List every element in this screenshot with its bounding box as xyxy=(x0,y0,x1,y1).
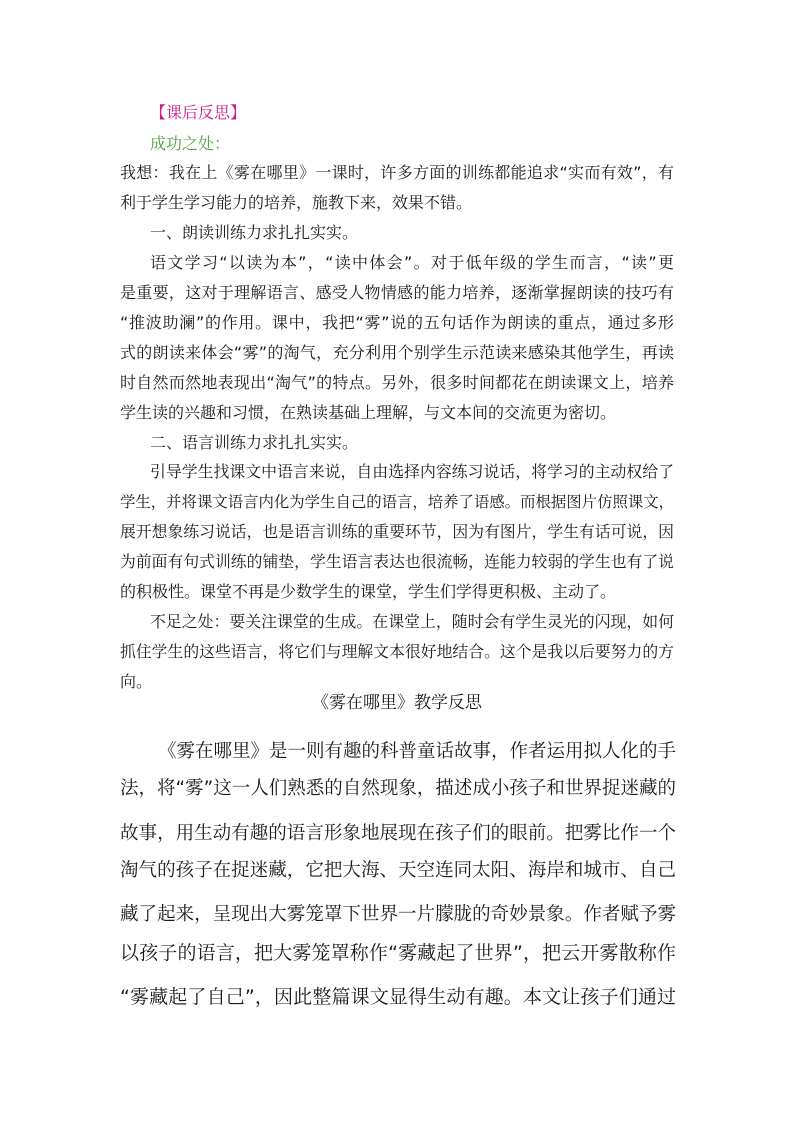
paragraph-line: 时自然而然地表现出“淘气”的特点。另外，很多时间都花在朗读课文上，培养 xyxy=(120,373,674,392)
paragraph-line: 展开想象练习说话，也是语言训练的重要环节，因为有图片，学生有话可说，因 xyxy=(120,522,674,541)
paragraph-line: 学生读的兴趣和习惯，在熟读基础上理解，与文本间的交流更为密切。 xyxy=(120,403,617,422)
paragraph-line: 我想：我在上《雾在哪里》一课时，许多方面的训练都能追求“实而有效”，有 xyxy=(120,163,674,182)
essay-line: 以孩子的语言，把大雾笼罩称作“雾藏起了世界”，把云开雾散称作 xyxy=(120,942,676,964)
essay-line: 故事，用生动有趣的语言形象地展现在孩子们的眼前。把雾比作一个 xyxy=(120,823,676,844)
paragraph-line: 利于学生学习能力的培养，施教下来，效果不错。 xyxy=(120,193,473,212)
paragraph-line: 式的朗读来体会“雾”的淘气，充分利用个别学生示范读来感染其他学生，再读 xyxy=(120,343,674,362)
essay-line: “雾藏起了自己”，因此整篇课文显得生动有趣。本文让孩子们通过 xyxy=(120,986,676,1008)
section-heading-reading: 一、朗读训练力求扎扎实实。 xyxy=(150,223,359,242)
reflection-heading: 【课后反思】 xyxy=(150,103,247,122)
paragraph-line: 向。 xyxy=(120,672,153,691)
paragraph-line: 的积极性。课堂不再是少数学生的课堂，学生们学得更积极、主动了。 xyxy=(120,582,617,601)
paragraph-line: 学生，并将课文语言内化为学生自己的语言，培养了语感。而根据图片仿照课文， xyxy=(120,493,674,511)
success-label: 成功之处： xyxy=(150,134,231,153)
essay-line: 《雾在哪里》是一则有趣的科普童话故事，作者运用拟人化的手 xyxy=(158,741,677,762)
paragraph-line: 为前面有句式训练的铺垫，学生语言表达也很流畅，连能力较弱的学生也有了说 xyxy=(120,552,674,571)
essay-line: 淘气的孩子在捉迷藏，它把大海、天空连同太阳、海岸和城市、自己 xyxy=(120,860,676,881)
paragraph-line: 抓住学生的这些语言，将它们与理解文本很好地结合。这个是我以后要努力的方 xyxy=(120,642,674,661)
paragraph-line: 是重要，这对于理解语言、感受人物情感的能力培养，逐渐掌握朗读的技巧有 xyxy=(120,283,674,302)
section-heading-language: 二、语言训练力求扎扎实实。 xyxy=(150,433,359,452)
essay-line: 藏了起来，呈现出大雾笼罩下世界一片朦胧的奇妙景象。作者赋予雾 xyxy=(120,904,676,925)
paragraph-line: 语文学习“以读为本”，“读中体会”。对于低年级的学生而言，“读”更 xyxy=(150,253,674,272)
essay-title: 《雾在哪里》教学反思 xyxy=(312,693,482,713)
essay-line: 法，将“雾”这一人们熟悉的自然现象，描述成小孩子和世界捉迷藏的 xyxy=(120,778,676,799)
paragraph-line: 引导学生找课文中语言来说，自由选择内容练习说话，将学习的主动权给了 xyxy=(150,462,674,481)
paragraph-line: “推波助澜”的作用。课中，我把“雾”说的五句话作为朗读的重点，通过多形 xyxy=(120,313,674,332)
paragraph-line: 不足之处：要关注课堂的生成。在课堂上，随时会有学生灵光的闪现，如何 xyxy=(150,612,674,631)
